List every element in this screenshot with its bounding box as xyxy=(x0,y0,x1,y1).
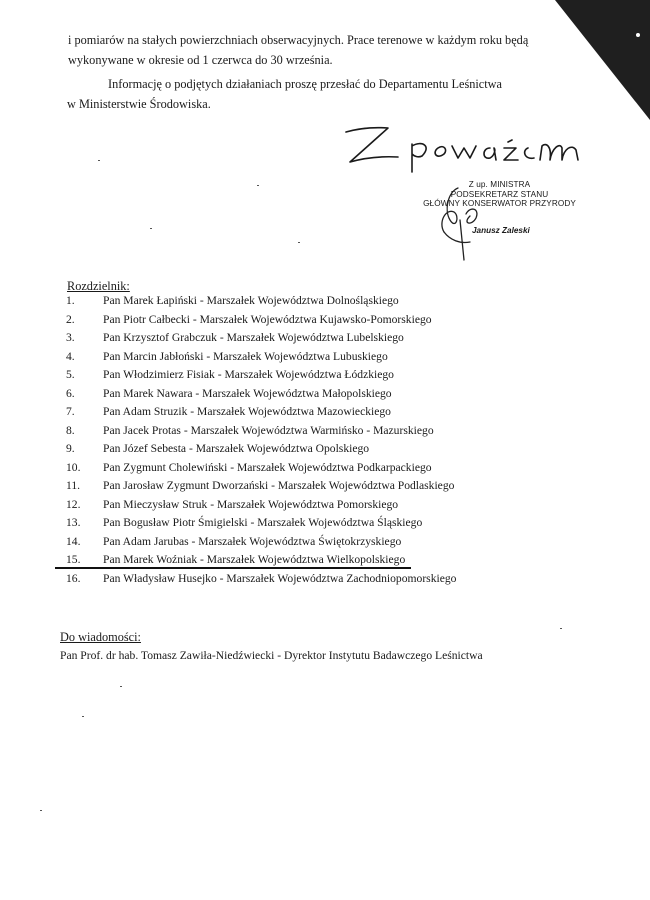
list-item xyxy=(0,368,520,386)
item-number: 9. xyxy=(66,442,75,455)
cc-recipient: Pan Prof. dr hab. Tomasz Zawiła-Niedźwiecki - Dyrektor Instytutu Badawczego Leśnictwa xyxy=(60,649,483,662)
item-text: Pan Jacek Protas - Marszałek Województwa Warmińsko - Mazurskiego xyxy=(103,423,434,437)
item-number: 14. xyxy=(66,534,81,548)
item-number: 10. xyxy=(66,460,81,474)
handwritten-closing xyxy=(340,118,590,183)
separator-line xyxy=(55,567,411,569)
signature-line-1: Z up. MINISTRA xyxy=(468,180,531,189)
cc-title: Do wiadomości: xyxy=(60,630,141,644)
item-text: Pan Piotr Całbecki - Marszałek Województwa Kujawsko-Pomorskiego xyxy=(103,312,432,326)
scan-speck xyxy=(120,686,122,687)
item-number: 8. xyxy=(66,423,75,437)
item-text: Pan Józef Sebesta - Marszałek Województwa Opolskiego xyxy=(103,442,370,455)
letter-line-1: i pomiarów na stałych powierzchniach obserwacyjnych. Prace terenowe w każdym roku będą xyxy=(68,33,529,47)
item-number: 15. xyxy=(66,553,81,566)
item-number: 2. xyxy=(66,312,75,326)
scan-speck xyxy=(82,716,84,717)
letter-line-2: wykonywane w okresie od 1 czerwca do 30 września. xyxy=(68,53,333,67)
item-number: 4. xyxy=(66,349,75,363)
list-item xyxy=(0,498,520,516)
scan-speck xyxy=(257,185,259,186)
item-number: 13. xyxy=(66,516,81,529)
scan-speck xyxy=(150,228,152,229)
list-item xyxy=(0,479,520,497)
item-number: 5. xyxy=(66,368,75,381)
item-number: 1. xyxy=(66,294,75,307)
item-text: Pan Jarosław Zygmunt Dworzański - Marszałek Województwa Podlaskiego xyxy=(103,479,455,492)
letter-line-4: w Ministerstwie Środowiska. xyxy=(67,97,211,111)
item-text: Pan Bogusław Piotr Śmigielski - Marszałek Województwa Śląskiego xyxy=(103,516,423,529)
list-item xyxy=(0,294,520,312)
list-item xyxy=(0,535,520,553)
item-number: 11. xyxy=(66,479,81,492)
signature-line-2: PODSEKRETARZ STANU xyxy=(450,189,549,199)
item-text: Pan Marek Nawara - Marszałek Województwa Małopolskiego xyxy=(103,386,392,400)
list-item xyxy=(0,516,520,534)
item-text: Pan Włodzimierz Fisiak - Marszałek Województwa Łódzkiego xyxy=(103,368,394,381)
list-item xyxy=(0,350,520,368)
scan-speck xyxy=(40,810,42,811)
punch-mark xyxy=(636,33,640,37)
list-item xyxy=(0,442,520,460)
list-item xyxy=(0,387,520,405)
item-text: Pan Zygmunt Cholewiński - Marszałek Województwa Podkarpackiego xyxy=(103,460,432,474)
scan-speck xyxy=(298,242,300,243)
scan-speck xyxy=(98,160,100,161)
list-item xyxy=(0,572,520,590)
list-item xyxy=(0,424,520,442)
list-item xyxy=(0,461,520,479)
item-text: Pan Marek Łapiński - Marszałek Województwa Dolnośląskiego xyxy=(103,294,399,307)
item-text: Pan Marcin Jabłoński - Marszałek Województwa Lubuskiego xyxy=(103,349,388,363)
distribution-title: Rozdzielnik: xyxy=(67,279,130,293)
item-text: Pan Adam Jarubas - Marszałek Województwa Świętokrzyskiego xyxy=(103,534,402,548)
item-text: Pan Marek Woźniak - Marszałek Województwa Wielkopolskiego xyxy=(103,553,406,566)
item-number: 12. xyxy=(66,497,81,511)
item-text: Pan Krzysztof Grabczuk - Marszałek Województwa Lubelskiego xyxy=(103,331,404,344)
item-text: Pan Mieczysław Struk - Marszałek Województwa Pomorskiego xyxy=(103,497,399,511)
corner-fold xyxy=(555,0,650,120)
signatory-name: Janusz Zaleski xyxy=(472,226,530,235)
signature-block xyxy=(412,180,587,209)
scan-speck xyxy=(560,628,562,629)
letter-line-3: Informację o podjętych działaniach proszę przesłać do Departamentu Leśnictwa xyxy=(108,77,503,91)
list-item xyxy=(0,313,520,331)
item-number: 6. xyxy=(66,386,75,400)
list-item xyxy=(0,331,520,349)
list-item xyxy=(0,405,520,423)
item-number: 3. xyxy=(66,331,75,344)
item-number: 7. xyxy=(66,405,75,418)
item-text: Pan Adam Struzik - Marszałek Województwa Mazowieckiego xyxy=(103,405,391,418)
item-text: Pan Władysław Husejko - Marszałek Województwa Zachodniopomorskiego xyxy=(103,571,457,585)
item-number: 16. xyxy=(66,571,81,585)
signature-line-3: GŁÓWNY KONSERWATOR PRZYRODY xyxy=(423,199,576,208)
